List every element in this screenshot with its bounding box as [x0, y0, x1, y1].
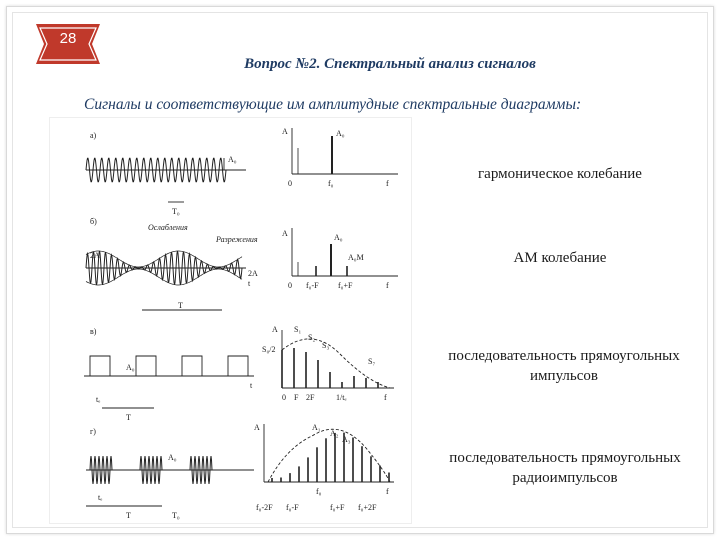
d-a1: A₁	[312, 423, 321, 432]
d-a2: A₂	[330, 429, 339, 438]
b-time-axis-label: t	[248, 279, 251, 288]
b-origin: 0	[288, 281, 292, 290]
caption-radio-pulses: последовательность прямоугольных радиоимпульсов	[449, 450, 681, 486]
b-spec-side: A₀M	[348, 253, 364, 262]
b-spec-axis-label: A	[282, 229, 288, 238]
c-amp-label: A₀	[126, 363, 135, 372]
d-f-axis: f	[386, 487, 389, 496]
d-freq-minus: f₀-F	[286, 503, 299, 512]
figure-drawing	[50, 118, 411, 523]
b-left-amp: 2A	[90, 251, 100, 260]
b-period-label: T	[178, 301, 183, 310]
c-freq-inv: 1/tₑ	[336, 393, 347, 402]
slide-number: 28	[59, 30, 77, 47]
c-pulse-train	[84, 356, 248, 376]
c-half-label: S₀/2	[262, 345, 276, 354]
b-right-amp: 2A	[248, 269, 258, 278]
b-f-axis: f	[386, 281, 389, 290]
c-spectral-lines	[282, 348, 378, 388]
c-f-axis: f	[384, 393, 387, 402]
c-freq-2F: 2F	[306, 393, 315, 402]
a-f-axis: f	[386, 179, 389, 188]
caption-am: АМ колебание	[513, 250, 607, 266]
c-spec-axis-label: A	[272, 325, 278, 334]
slide-title: Вопрос №2. Спектральный анализ сигналов	[244, 56, 536, 72]
d-letter: г)	[90, 427, 96, 436]
d-carrier-label: T₀	[172, 511, 180, 520]
b-freq-plus: f₀+F	[338, 281, 353, 290]
d-period-label: T	[126, 511, 131, 520]
c-letter: в)	[90, 327, 97, 336]
d-pulse-label: tₑ	[98, 493, 103, 502]
a-spec-axis-label: A	[282, 127, 288, 136]
c-pulse-label: tₑ	[96, 395, 101, 404]
a-freq: f₀	[328, 179, 334, 188]
d-spectral-lines	[272, 433, 389, 482]
signal-spectra-figure	[50, 118, 411, 523]
a-origin: 0	[288, 179, 292, 188]
b-letter: б)	[90, 217, 97, 226]
b-spec-top: A₀	[334, 233, 343, 242]
b-weak-label: Ослабления	[148, 223, 188, 232]
c-s3: S₃	[322, 341, 330, 350]
d-a3: A₃	[342, 435, 351, 444]
c-s2: S₂	[308, 333, 316, 342]
c-period-label: T	[126, 413, 131, 422]
caption-harmonic: гармоническое колебание	[478, 166, 642, 182]
a-letter: а)	[90, 131, 97, 140]
c-time-axis-label: t	[250, 381, 253, 390]
d-spec-axis-label: A	[254, 423, 260, 432]
d-freq-plus: f₀+F	[330, 503, 345, 512]
b-freq-minus: f₀-F	[306, 281, 319, 290]
slide-subtitle: Сигналы и соответствующие им амплитудные спектральные диаграммы:	[84, 96, 582, 113]
c-freq-F: F	[294, 393, 299, 402]
d-freq-plus2: f₀+2F	[358, 503, 377, 512]
c-s1: S₁	[294, 325, 302, 334]
c-s7: S₇	[368, 357, 376, 366]
a-spec-line-label: A₀	[336, 129, 345, 138]
d-freq-minus2: f₀-2F	[256, 503, 273, 512]
d-amp-label: A₀	[168, 453, 177, 462]
b-strong-label: Разрежения	[216, 235, 258, 244]
a-harmonic-wave	[86, 158, 226, 181]
a-amp-label: A₀	[228, 155, 237, 164]
caption-rect-pulses: последовательность прямоугольных импульсов	[448, 348, 680, 384]
c-origin: 0	[282, 393, 286, 402]
a-period-label: T₀	[172, 207, 180, 216]
d-freq-center: f₀	[316, 487, 322, 496]
